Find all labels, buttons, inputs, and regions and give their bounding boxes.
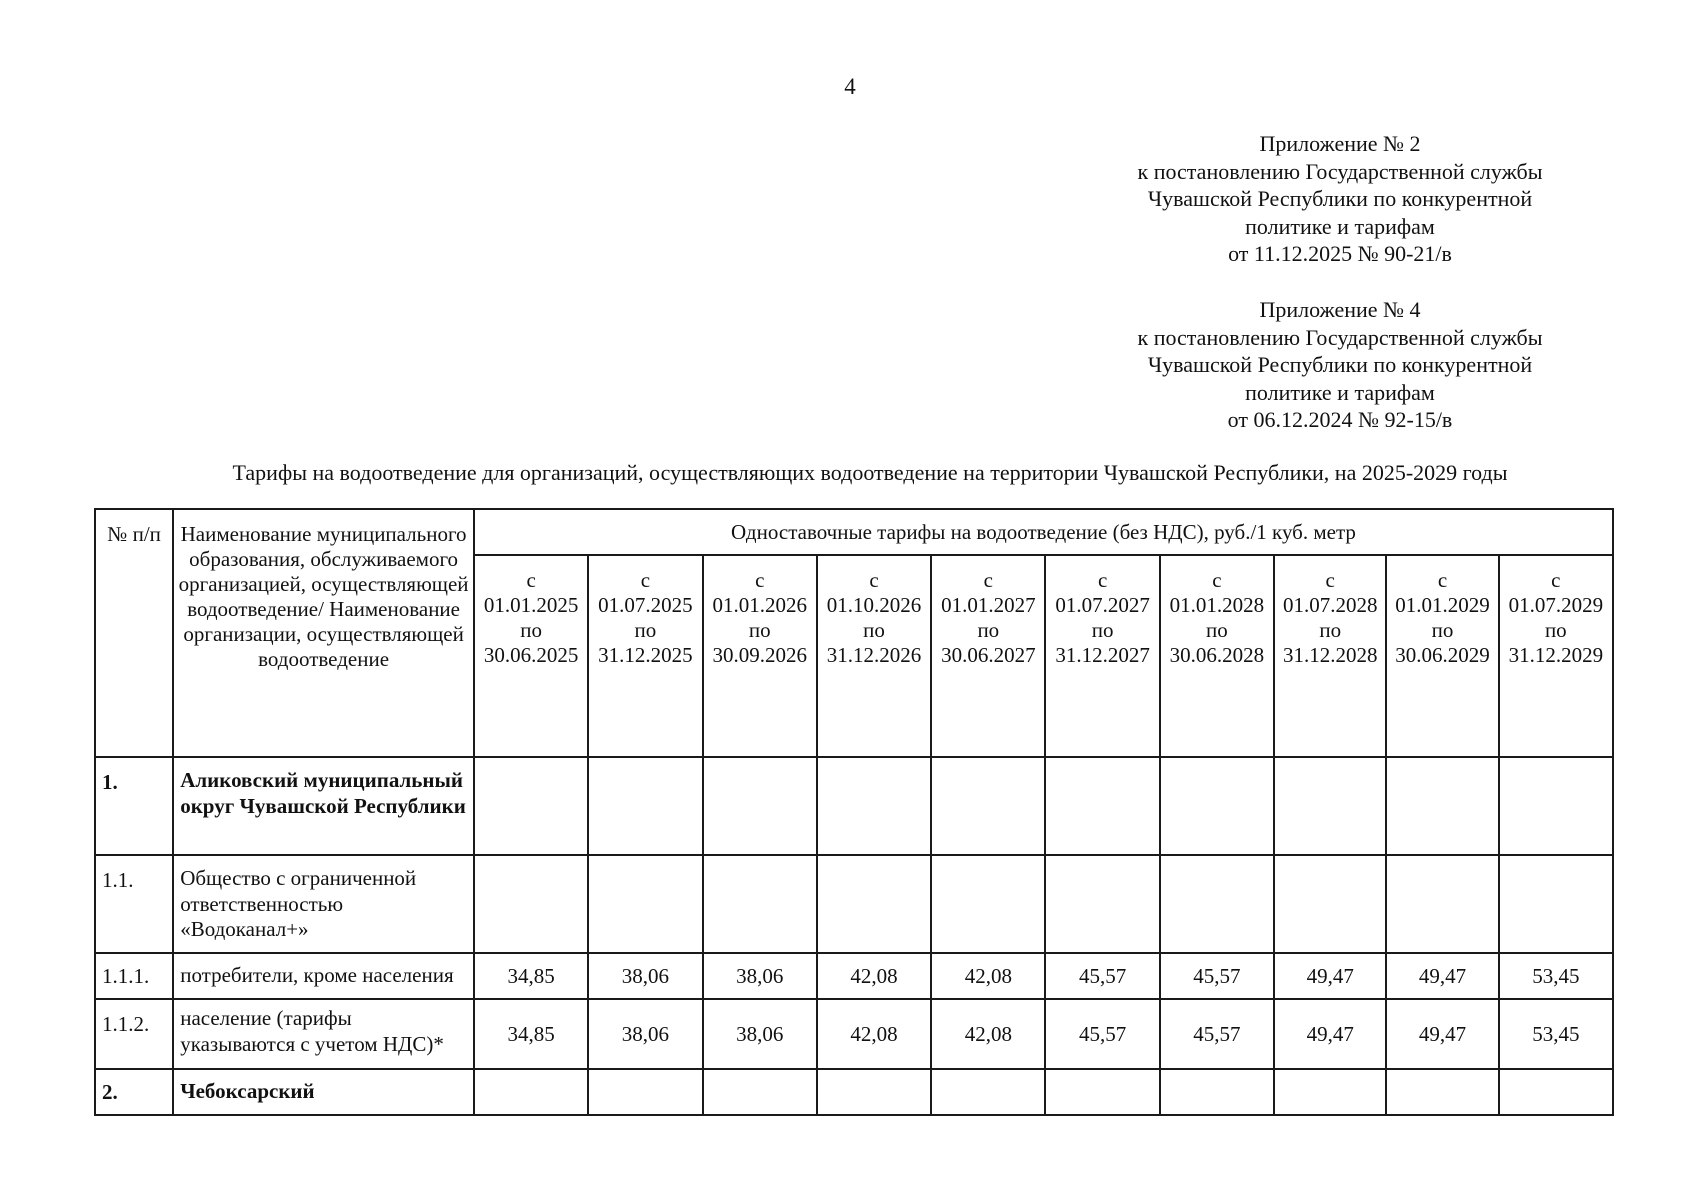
tariff-cell: [1160, 855, 1274, 953]
period-c: с: [1437, 568, 1448, 592]
header-period: [1045, 555, 1159, 757]
tariff-cell: 53,45: [1499, 953, 1613, 999]
table-row: [95, 757, 1613, 855]
period-po: по: [520, 618, 542, 642]
appendix-line: Чувашской Республики по конкурентной: [1147, 352, 1533, 377]
period-to: 30.09.2026: [712, 643, 807, 667]
appendix-line: к постановлению Государственной службы: [1137, 324, 1543, 350]
period-to: 31.12.2026: [826, 643, 922, 667]
period-c: с: [755, 568, 765, 592]
period-from: 01.01.2025: [483, 593, 579, 617]
tariff-cell: [703, 757, 817, 855]
table-row: [95, 1069, 1613, 1115]
period-from: 01.01.2027: [941, 593, 1036, 617]
period-po: по: [977, 618, 1000, 642]
period-to: 31.12.2029: [1508, 643, 1604, 667]
row-name: население (тарифы указываются с учетом НДС)*: [173, 999, 474, 1069]
period-to: 30.06.2028: [1169, 643, 1265, 667]
tariff-cell: [1386, 757, 1498, 855]
appendix-line: Приложение № 4: [1259, 297, 1421, 322]
period-po: по: [1431, 618, 1454, 642]
tariff-cell: 38,06: [588, 999, 702, 1069]
row-num: 1.: [95, 757, 173, 855]
tariff-cell: [1499, 1069, 1613, 1115]
tariff-cell: [1160, 1069, 1274, 1115]
header-tariff-group: Одноставочные тарифы на водоотведение (без НДС), руб./1 куб. метр: [474, 509, 1613, 555]
period-from: 01.07.2025: [598, 593, 693, 617]
tariff-cell: [1274, 757, 1386, 855]
tariff-cell: [1499, 855, 1613, 953]
table-row: [95, 953, 1613, 999]
table-row: [95, 855, 1613, 953]
row-num: 1.1.: [95, 855, 173, 953]
tariff-cell: [1386, 855, 1498, 953]
header-name: Наименование муниципального образования, обслуживаемого организацией, осуществляющей водоотведение/ Наименование организации, осуществляющей водоотведение: [173, 509, 474, 757]
appendix-line: к постановлению Государственной службы: [1137, 158, 1543, 184]
period-from: 01.10.2026: [826, 593, 922, 617]
tariff-cell: [703, 855, 817, 953]
tariff-cell: [1045, 855, 1159, 953]
tariff-cell: [1045, 1069, 1159, 1115]
period-po: по: [748, 618, 771, 642]
header-period: [817, 555, 931, 757]
appendix-current: [1060, 130, 1620, 268]
tariff-cell: 34,85: [474, 999, 588, 1069]
appendix-line: от 06.12.2024 № 92-15/в: [1227, 407, 1453, 432]
row-name: Общество с ограниченной ответственностью «Водоканал+»: [173, 855, 474, 953]
tariff-cell: [588, 855, 702, 953]
tariff-cell: [588, 1069, 702, 1115]
table-row: [95, 999, 1613, 1069]
period-from: 01.07.2027: [1055, 593, 1150, 617]
appendix-line: политике и тарифам: [1245, 379, 1435, 405]
row-num: 2.: [95, 1069, 173, 1115]
tariff-table: [94, 508, 1614, 1116]
header-period: [703, 555, 817, 757]
tariff-cell: [1160, 757, 1274, 855]
page-number: 4: [844, 74, 856, 99]
appendix-line: политике и тарифам: [1245, 213, 1435, 239]
document-title: Тарифы на водоотведение для организаций, осуществляющих водоотведение на территории Чувашской Республики, на 2025-2029 годы: [232, 460, 1508, 485]
period-c: с: [983, 568, 993, 592]
period-to: 30.06.2025: [483, 643, 579, 667]
period-from: 01.01.2028: [1169, 593, 1265, 617]
tariff-cell: 38,06: [588, 953, 702, 999]
tariff-cell: 34,85: [474, 953, 588, 999]
header-period: [931, 555, 1045, 757]
period-c: с: [1212, 568, 1222, 592]
tariff-cell: [1386, 1069, 1498, 1115]
tariff-cell: [931, 757, 1045, 855]
period-to: 31.12.2028: [1282, 643, 1378, 667]
appendix-original: [1060, 296, 1620, 434]
tariff-cell: 49,47: [1386, 953, 1498, 999]
period-to: 31.12.2025: [598, 643, 693, 667]
period-po: по: [863, 618, 885, 642]
tariff-cell: 42,08: [817, 953, 931, 999]
period-from: 01.07.2028: [1282, 593, 1378, 617]
period-to: 30.06.2027: [941, 643, 1036, 667]
tariff-cell: 49,47: [1386, 999, 1498, 1069]
header-period: [1499, 555, 1613, 757]
period-to: 30.06.2029: [1395, 643, 1490, 667]
tariff-cell: 45,57: [1160, 953, 1274, 999]
period-from: 01.07.2029: [1508, 593, 1604, 617]
tariff-cell: 45,57: [1045, 953, 1159, 999]
tariff-cell: [1045, 757, 1159, 855]
row-name: Чебоксарский: [173, 1069, 474, 1115]
tariff-cell: [931, 1069, 1045, 1115]
period-c: с: [1097, 568, 1108, 592]
period-po: по: [634, 618, 657, 642]
header-num: № п/п: [95, 509, 173, 757]
tariff-cell: [817, 757, 931, 855]
tariff-cell: 38,06: [703, 953, 817, 999]
tariff-cell: 42,08: [931, 953, 1045, 999]
tariff-cell: [817, 1069, 931, 1115]
tariff-cell: 42,08: [817, 999, 931, 1069]
tariff-cell: [1499, 757, 1613, 855]
period-from: 01.01.2026: [712, 593, 807, 617]
row-num: 1.1.2.: [95, 999, 173, 1069]
period-po: по: [1091, 618, 1114, 642]
appendix-line: Приложение № 2: [1259, 131, 1421, 156]
period-to: 31.12.2027: [1055, 643, 1150, 667]
header-period: [1160, 555, 1274, 757]
appendix-line: от 11.12.2025 № 90-21/в: [1228, 241, 1452, 266]
tariff-cell: 45,57: [1160, 999, 1274, 1069]
period-c: с: [1551, 568, 1561, 592]
tariff-cell: 45,57: [1045, 999, 1159, 1069]
tariff-cell: [474, 1069, 588, 1115]
tariff-cell: 49,47: [1274, 953, 1386, 999]
header-period: [474, 555, 588, 757]
header-period: [1274, 555, 1386, 757]
tariff-cell: [817, 855, 931, 953]
tariff-cell: 38,06: [703, 999, 817, 1069]
tariff-cell: [474, 757, 588, 855]
period-po: по: [1206, 618, 1228, 642]
tariff-cell: [703, 1069, 817, 1115]
header-period: [1386, 555, 1498, 757]
period-from: 01.01.2029: [1395, 593, 1490, 617]
tariff-cell: [474, 855, 588, 953]
tariff-cell: 53,45: [1499, 999, 1613, 1069]
tariff-cell: 49,47: [1274, 999, 1386, 1069]
period-c: с: [526, 568, 536, 592]
tariff-cell: 42,08: [931, 999, 1045, 1069]
period-c: с: [869, 568, 879, 592]
period-po: по: [1544, 618, 1567, 642]
tariff-cell: [1274, 855, 1386, 953]
period-c: с: [1325, 568, 1335, 592]
tariff-cell: [1274, 1069, 1386, 1115]
period-po: по: [1319, 618, 1342, 642]
period-c: с: [640, 568, 651, 592]
row-name: потребители, кроме населения: [173, 953, 474, 999]
appendix-line: Чувашской Республики по конкурентной: [1147, 186, 1533, 211]
tariff-cell: [588, 757, 702, 855]
row-name: Аликовский муниципальный округ Чувашской Республики: [173, 757, 474, 855]
header-period: [588, 555, 702, 757]
tariff-cell: [931, 855, 1045, 953]
row-num: 1.1.1.: [95, 953, 173, 999]
